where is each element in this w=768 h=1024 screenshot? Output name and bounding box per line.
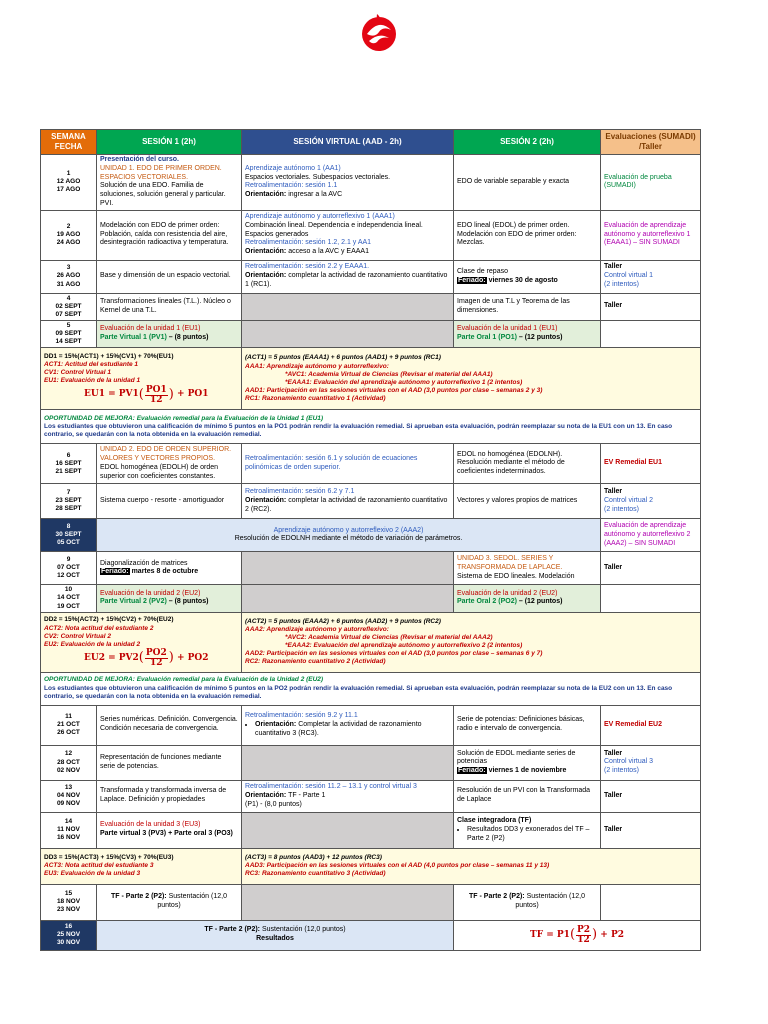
session-2-cell: TF - Parte 2 (P2): Sustentación (12,0 puntos) xyxy=(454,884,601,920)
act2-detail-cell: (ACT2) = 5 puntos (EAAA2) + 6 puntos (AAD2) + 9 puntos (RC2) AAA2: Aprendizaje autónomo y autorreflexivo: *AVC2: Academia Virtual de Ciencias (Revisar el material del AAA2) *EAAA2: Evaluación del aprendizaje autónomo y autorreflexivo 2 (2 intentos) AAD2: Participación en las sesiones virtuales con el AAD (3,0 puntos por clase – semanas 6 y 7) RC2: Razonamiento cuantitativo 2 (Actividad) xyxy=(242,612,701,672)
session-2-cell: Solución de EDOL mediante series de potencias Feriado: viernes 1 de noviembre xyxy=(454,745,601,780)
week-cell: 1 12 AGO 17 AGO xyxy=(41,155,97,211)
schedule-table xyxy=(40,129,701,951)
week-cell: 9 07 OCT 12 OCT xyxy=(41,552,97,585)
virtual-session-cell: Retroalimentación: sesión 2.2 y EAAA1. Orientación: completar la actividad de razonamiento cuantitativo 1 (RC1). xyxy=(242,260,454,293)
week-row-1 xyxy=(41,155,701,211)
week-row-11 xyxy=(41,705,701,745)
final-work-cell: TF - Parte 2 (P2): Sustentación (12,0 puntos) Resultados xyxy=(97,920,454,950)
improvement-opportunity-1-row xyxy=(41,410,701,444)
virtual-session-cell xyxy=(242,884,454,920)
week-row-15 xyxy=(41,884,701,920)
session-2-cell: Evaluación de la unidad 2 (EU2) Parte Oral 2 (PO2) – (12 puntos) xyxy=(454,585,601,612)
virtual-session-cell: Retroalimentación: sesión 6.2 y 7.1 Orientación: completar la actividad de razonamiento cuantitativo 2 (RC2). xyxy=(242,484,454,519)
week-cell: 4 02 SEPT 07 SEPT xyxy=(41,293,97,320)
evaluation-cell: EV Remedial EU2 xyxy=(601,705,701,745)
dd1-summary-row xyxy=(41,348,701,410)
session-1-cell: UNIDAD 2. EDO DE ORDEN SUPERIOR. VALORES Y VECTORES PROPIOS. EDOL homogénea (EDOLH) de orden superior con coeficientes constantes. xyxy=(97,444,242,484)
session-1-cell: Diagonalización de matrices Feriado: martes 8 de octubre xyxy=(97,552,242,585)
session-2-cell: Imagen de una T.L y Teorema de las dimensiones. xyxy=(454,293,601,320)
evaluation-cell: Evaluación de aprendizaje autónomo y autorreflexivo 1 (EAAA1) – SIN SUMADI xyxy=(601,210,701,260)
aaa2-cell: Aprendizaje autónomo y autorreflexivo 2 (AAA2) Resolución de EDOLNH mediante el método de variación de parámetros. xyxy=(97,519,601,552)
session-2-cell: Resolución de un PVI con la Transformada de Laplace xyxy=(454,780,601,812)
week-cell: 6 16 SEPT 21 SEPT xyxy=(41,444,97,484)
week-row-4 xyxy=(41,293,701,320)
virtual-session-cell xyxy=(242,812,454,848)
week-cell: 3 26 AGO 31 AGO xyxy=(41,260,97,293)
header-virtual-session: SESIÓN VIRTUAL (AAD - 2h) xyxy=(242,130,454,155)
session-1-cell: Series numéricas. Definición. Convergencia. Condición necesaria de convergencia. xyxy=(97,705,242,745)
week-cell: 14 11 NOV 16 NOV xyxy=(41,812,97,848)
virtual-session-cell xyxy=(242,552,454,585)
session-2-cell: Vectores y valores propios de matrices xyxy=(454,484,601,519)
virtual-session-cell xyxy=(242,585,454,612)
week-cell: 10 14 OCT 19 OCT xyxy=(41,585,97,612)
evaluation-cell: Taller Control virtual 3 (2 intentos) xyxy=(601,745,701,780)
virtual-session-cell xyxy=(242,293,454,320)
improvement-opportunity-2-cell: OPORTUNIDAD DE MEJORA: Evaluación remedial para la Evaluación de la Unidad 2 (EU2) Los estudiantes que obtuvieron una calificación de mínimo 5 puntos en la PO2 podrán rendir la evaluación remedial. Si aprueban esta evaluación, podrán reemplazar su nota de la EU2 con un 13. En caso contrario, se quedarán con la nota obtenida en la evaluación remedial. xyxy=(41,672,701,705)
improvement-opportunity-1-cell: OPORTUNIDAD DE MEJORA: Evaluación remedial para la Evaluación de la Unidad 1 (EU1) Los estudiantes que obtuvieron una calificación de mínimo 5 puntos en la PO1 podrán rendir la evaluación remedial. Si aprueban esta evaluación, podrán reemplazar su nota de la EU1 con un 13. En caso contrario, se quedarán con la nota obtenida en la evaluación remedial. xyxy=(41,410,701,444)
tf-formula: TF = P1 ( $\frac{P2}{12}$ ) + P2 xyxy=(530,924,624,945)
evaluation-cell xyxy=(601,585,701,612)
week-row-5 xyxy=(41,320,701,347)
session-1-cell: Representación de funciones mediante serie de potencias. xyxy=(97,745,242,780)
week-row-14 xyxy=(41,812,701,848)
evaluation-cell: Taller Control virtual 2 (2 intentos) xyxy=(601,484,701,519)
improvement-opportunity-2-row xyxy=(41,672,701,705)
virtual-session-cell xyxy=(242,745,454,780)
act3-detail-cell: (ACT3) = 8 puntos (AAD3) + 12 puntos (RC3) AAD3: Participación en las sesiones virtuales con el AAD (4,0 puntos por clase – semanas 11 y 13) RC3: Razonamiento cuantitativo 3 (Actividad) xyxy=(242,848,701,884)
session-1-cell: Evaluación de la unidad 1 (EU1) Parte Virtual 1 (PV1) – (8 puntos) xyxy=(97,320,242,347)
session-1-cell: Base y dimensión de un espacio vectorial. xyxy=(97,260,242,293)
week-row-16 xyxy=(41,920,701,950)
evaluation-cell: Taller xyxy=(601,812,701,848)
week-row-8 xyxy=(41,519,701,552)
week-cell: 15 18 NOV 23 NOV xyxy=(41,884,97,920)
header-row xyxy=(41,130,701,155)
week-cell: 12 28 OCT 02 NOV xyxy=(41,745,97,780)
week-cell: 5 09 SEPT 14 SEPT xyxy=(41,320,97,347)
dd3-summary-row xyxy=(41,848,701,884)
week-cell: 8 30 SEPT 05 OCT xyxy=(41,519,97,552)
session-1-cell: Evaluación de la unidad 3 (EU3) Parte virtual 3 (PV3) + Parte oral 3 (PO3) xyxy=(97,812,242,848)
eu2-formula: EU2 = PV2 ( $\frac{PO2}{12}$ ) + PO2 xyxy=(84,647,209,668)
session-2-cell: EDOL no homogénea (EDOLNH). Resolución mediante el método de coeficientes indeterminados. xyxy=(454,444,601,484)
week-row-3 xyxy=(41,260,701,293)
dd2-formula-cell: DD2 = 15%(ACT2) + 15%(CV2) + 70%(EU2) ACT2: Nota actitud del estudiante 2 CV2: Control Virtual 2 EU2: Evaluación de la unidad 2 EU2 = PV2 ( $\frac{PO2}{12}$ ) + PO2 xyxy=(41,612,242,672)
header-session-1: SESIÓN 1 (2h) xyxy=(97,130,242,155)
session-1-cell: Presentación del curso. UNIDAD 1. EDO DE PRIMER ORDEN. ESPACIOS VECTORIALES. Solución de una EDO. Familia de soluciones, solución general y particular. PVI. xyxy=(97,155,242,211)
session-2-cell: Clase de repaso Feriado: viernes 30 de agosto xyxy=(454,260,601,293)
dd1-formula-cell: DD1 = 15%(ACT1) + 15%(CV1) + 70%(EU1) ACT1: Actitud del estudiante 1 CV1: Control Virtual 1 EU1: Evaluación de la unidad 1 EU1 = PV1 ( $\frac{PO1}{12}$ ) + PO1 xyxy=(41,348,242,410)
virtual-session-cell xyxy=(242,320,454,347)
session-1-cell: Sistema cuerpo - resorte - amortiguador xyxy=(97,484,242,519)
tf-formula-cell xyxy=(454,920,701,950)
session-1-cell: Transformaciones lineales (T.L.). Núcleo o Kernel de una T.L. xyxy=(97,293,242,320)
virtual-session-cell: Aprendizaje autónomo y autorreflexivo 1 (AAA1) Combinación lineal. Dependencia e independencia lineal. Espacios generados Retroalimentación: sesión 1.2, 2.1 y AA1 Orientación: acceso a la AVC y EAAA1 xyxy=(242,210,454,260)
header-week: SEMANA FECHA xyxy=(41,130,97,155)
week-row-6 xyxy=(41,444,701,484)
session-1-cell: Evaluación de la unidad 2 (EU2) Parte Virtual 2 (PV2) – (8 puntos) xyxy=(97,585,242,612)
week-cell: 7 23 SEPT 28 SEPT xyxy=(41,484,97,519)
week-cell: 13 04 NOV 09 NOV xyxy=(41,780,97,812)
week-row-10 xyxy=(41,585,701,612)
session-2-cell: EDO lineal (EDOL) de primer orden. Modelación con EDO de primer orden: Mezclas. xyxy=(454,210,601,260)
week-cell: 2 19 AGO 24 AGO xyxy=(41,210,97,260)
session-1-cell: TF - Parte 2 (P2): Sustentación (12,0 puntos) xyxy=(97,884,242,920)
evaluation-cell: Taller xyxy=(601,780,701,812)
evaluation-cell: Evaluación de aprendizaje autónomo y autorreflexivo 2 (AAA2) – SIN SUMADI xyxy=(601,519,701,552)
week-row-13 xyxy=(41,780,701,812)
week-row-12 xyxy=(41,745,701,780)
virtual-session-cell: Aprendizaje autónomo 1 (AA1) Espacios vectoriales. Subespacios vectoriales. Retroalimentación: sesión 1.1 Orientación: ingresar a la AVC xyxy=(242,155,454,211)
evaluation-cell: Taller xyxy=(601,293,701,320)
session-2-cell: Clase integradora (TF) • Resultados DD3 y exonerados del TF – Parte 2 (P2) xyxy=(454,812,601,848)
evaluation-cell xyxy=(601,884,701,920)
session-2-cell: UNIDAD 3. SEDOL. SERIES Y TRANSFORMADA DE LAPLACE. Sistema de EDO lineales. Modelación xyxy=(454,552,601,585)
evaluation-cell: Taller Control virtual 1 (2 intentos) xyxy=(601,260,701,293)
session-2-cell: EDO de variable separable y exacta xyxy=(454,155,601,211)
dd3-formula-cell: DD3 = 15%(ACT3) + 15%(CV3) + 70%(EU3) ACT3: Nota actitud del estudiante 3 EU3: Evaluación de la unidad 3 xyxy=(41,848,242,884)
week-cell: 11 21 OCT 26 OCT xyxy=(41,705,97,745)
week-cell: 16 25 NOV 30 NOV xyxy=(41,920,97,950)
week-row-2 xyxy=(41,210,701,260)
session-1-cell: Modelación con EDO de primer orden: Población, caída con resistencia del aire, desintegración radioactiva y temperatura. xyxy=(97,210,242,260)
session-2-cell: Evaluación de la unidad 1 (EU1) Parte Oral 1 (PO1) – (12 puntos) xyxy=(454,320,601,347)
virtual-session-cell: Retroalimentación: sesión 6.1 y solución de ecuaciones polinómicas de orden superior. xyxy=(242,444,454,484)
dd2-summary-row xyxy=(41,612,701,672)
evaluation-cell: EV Remedial EU1 xyxy=(601,444,701,484)
week-row-7 xyxy=(41,484,701,519)
session-2-cell: Serie de potencias: Definiciones básicas, radio e intervalo de convergencia. xyxy=(454,705,601,745)
evaluation-cell: Taller xyxy=(601,552,701,585)
evaluation-cell: Evaluación de prueba (SUMADI) xyxy=(601,155,701,211)
eu1-formula: EU1 = PV1 ( $\frac{PO1}{12}$ ) + PO1 xyxy=(84,384,209,405)
header-session-2: SESIÓN 2 (2h) xyxy=(454,130,601,155)
header-evaluations: Evaluaciones (SUMADI) /Taller xyxy=(601,130,701,155)
session-1-cell: Transformada y transformada inversa de Laplace. Definición y propiedades xyxy=(97,780,242,812)
upc-flame-logo xyxy=(357,10,401,54)
act1-detail-cell: (ACT1) = 5 puntos (EAAA1) + 6 puntos (AAD1) + 9 puntos (RC1) AAA1: Aprendizaje autónomo y autorreflexivo: *AVC1: Academia Virtual de Ciencias (Revisar el material del AAA1) *EAAA1: Evaluación del aprendizaje autónomo y autorreflexivo 1 (2 intentos) AAD1: Participación en las sesiones virtuales con el AAD (3,0 puntos por clase – semanas 2 y 3) RC1: Razonamiento cuantitativo 1 (Actividad) xyxy=(242,348,701,410)
virtual-session-cell: Retroalimentación: sesión 9.2 y 11.1 • Orientación: Completar la actividad de razonamiento cuantitativo 3 (RC3). xyxy=(242,705,454,745)
week-row-9 xyxy=(41,552,701,585)
virtual-session-cell: Retroalimentación: sesión 11.2 – 13.1 y control virtual 3 Orientación: TF - Parte 1 (P1) - (8,0 puntos) xyxy=(242,780,454,812)
evaluation-cell xyxy=(601,320,701,347)
